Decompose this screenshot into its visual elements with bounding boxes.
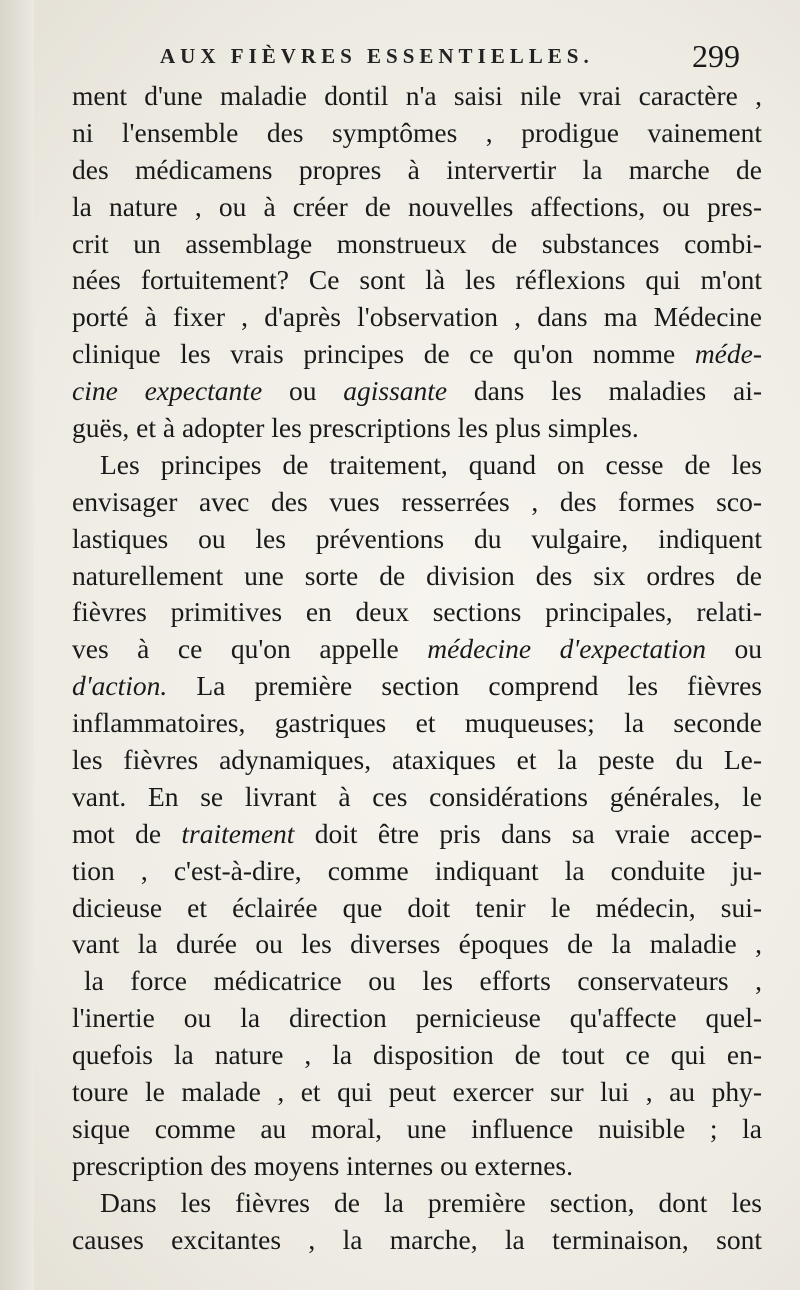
text-line: d'action. La première section comprend les fièvres (72, 670, 762, 702)
text-line: vant. En se livrant à ces considérations générales, le (72, 780, 762, 812)
page-number: 299 (692, 38, 740, 74)
paragraph-end-line: prescription des moyens internes ou externes. (72, 1149, 573, 1181)
text-line: les fièvres adynamiques, ataxiques et la peste du Le- (72, 744, 762, 776)
text-line: la nature , ou à créer de nouvelles affections, ou pres- (72, 190, 762, 222)
page-header (150, 38, 740, 78)
text-line: toure le malade , et qui peut exercer sur lui , au phy- (72, 1076, 762, 1108)
text-line: des médicamens propres à intervertir la marche de (72, 153, 762, 185)
paragraph-end-line: guës, et à adopter les prescriptions les plus simples. (72, 412, 639, 444)
text-line: cine expectante ou agissante dans les maladies ai- (72, 375, 762, 407)
text-line: dicieuse et éclairée que doit tenir le médecin, sui- (72, 891, 762, 923)
paragraph-start-line: Les principes de traitement, quand on cesse de les (100, 448, 762, 480)
paragraph-start-line: Dans les fièvres de la première section, dont les (100, 1186, 762, 1218)
text-line: lastiques ou les préventions du vulgaire, indiquent (72, 522, 762, 554)
text-line: nées fortuitement? Ce sont là les réflexions qui m'ont (72, 264, 762, 296)
text-line: mot de traitement doit être pris dans sa vraie accep- (72, 817, 762, 849)
page-gutter-shadow (0, 0, 34, 1290)
text-line: porté à fixer , d'après l'observation , dans ma Médecine (72, 301, 762, 333)
text-line: sique comme au moral, une influence nuisible ; la (72, 1112, 762, 1144)
running-head: AUX FIÈVRES ESSENTIELLES. (160, 44, 594, 68)
text-line: vant la durée ou les diverses époques de la maladie , (72, 928, 762, 960)
text-line: la force médicatrice ou les efforts conservateurs , (84, 965, 762, 997)
text-line: naturellement une sorte de division des six ordres de (72, 559, 762, 591)
text-line: ves à ce qu'on appelle médecine d'expectation ou (72, 633, 762, 665)
text-line: causes excitantes , la marche, la terminaison, sont (72, 1223, 762, 1255)
text-line: fièvres primitives en deux sections principales, relati- (72, 596, 762, 628)
text-line: ni l'ensemble des symptômes , prodigue vainement (72, 116, 762, 148)
body-text (72, 78, 762, 1259)
text-line: ment d'une maladie dontil n'a saisi nile vrai caractère , (72, 80, 762, 111)
text-line: inflammatoires, gastriques et muqueuses; la seconde (72, 707, 762, 739)
text-line: tion , c'est-à-dire, comme indiquant la conduite ju- (72, 854, 762, 886)
text-line: quefois la nature , la disposition de tout ce qui en- (72, 1039, 762, 1071)
text-line: clinique les vrais principes de ce qu'on nomme méde- (72, 338, 762, 370)
text-line: envisager avec des vues resserrées , des formes sco- (72, 485, 762, 517)
text-line: crit un assemblage monstrueux de substances combi- (72, 227, 762, 259)
text-line: l'inertie ou la direction pernicieuse qu'affecte quel- (72, 1002, 762, 1034)
